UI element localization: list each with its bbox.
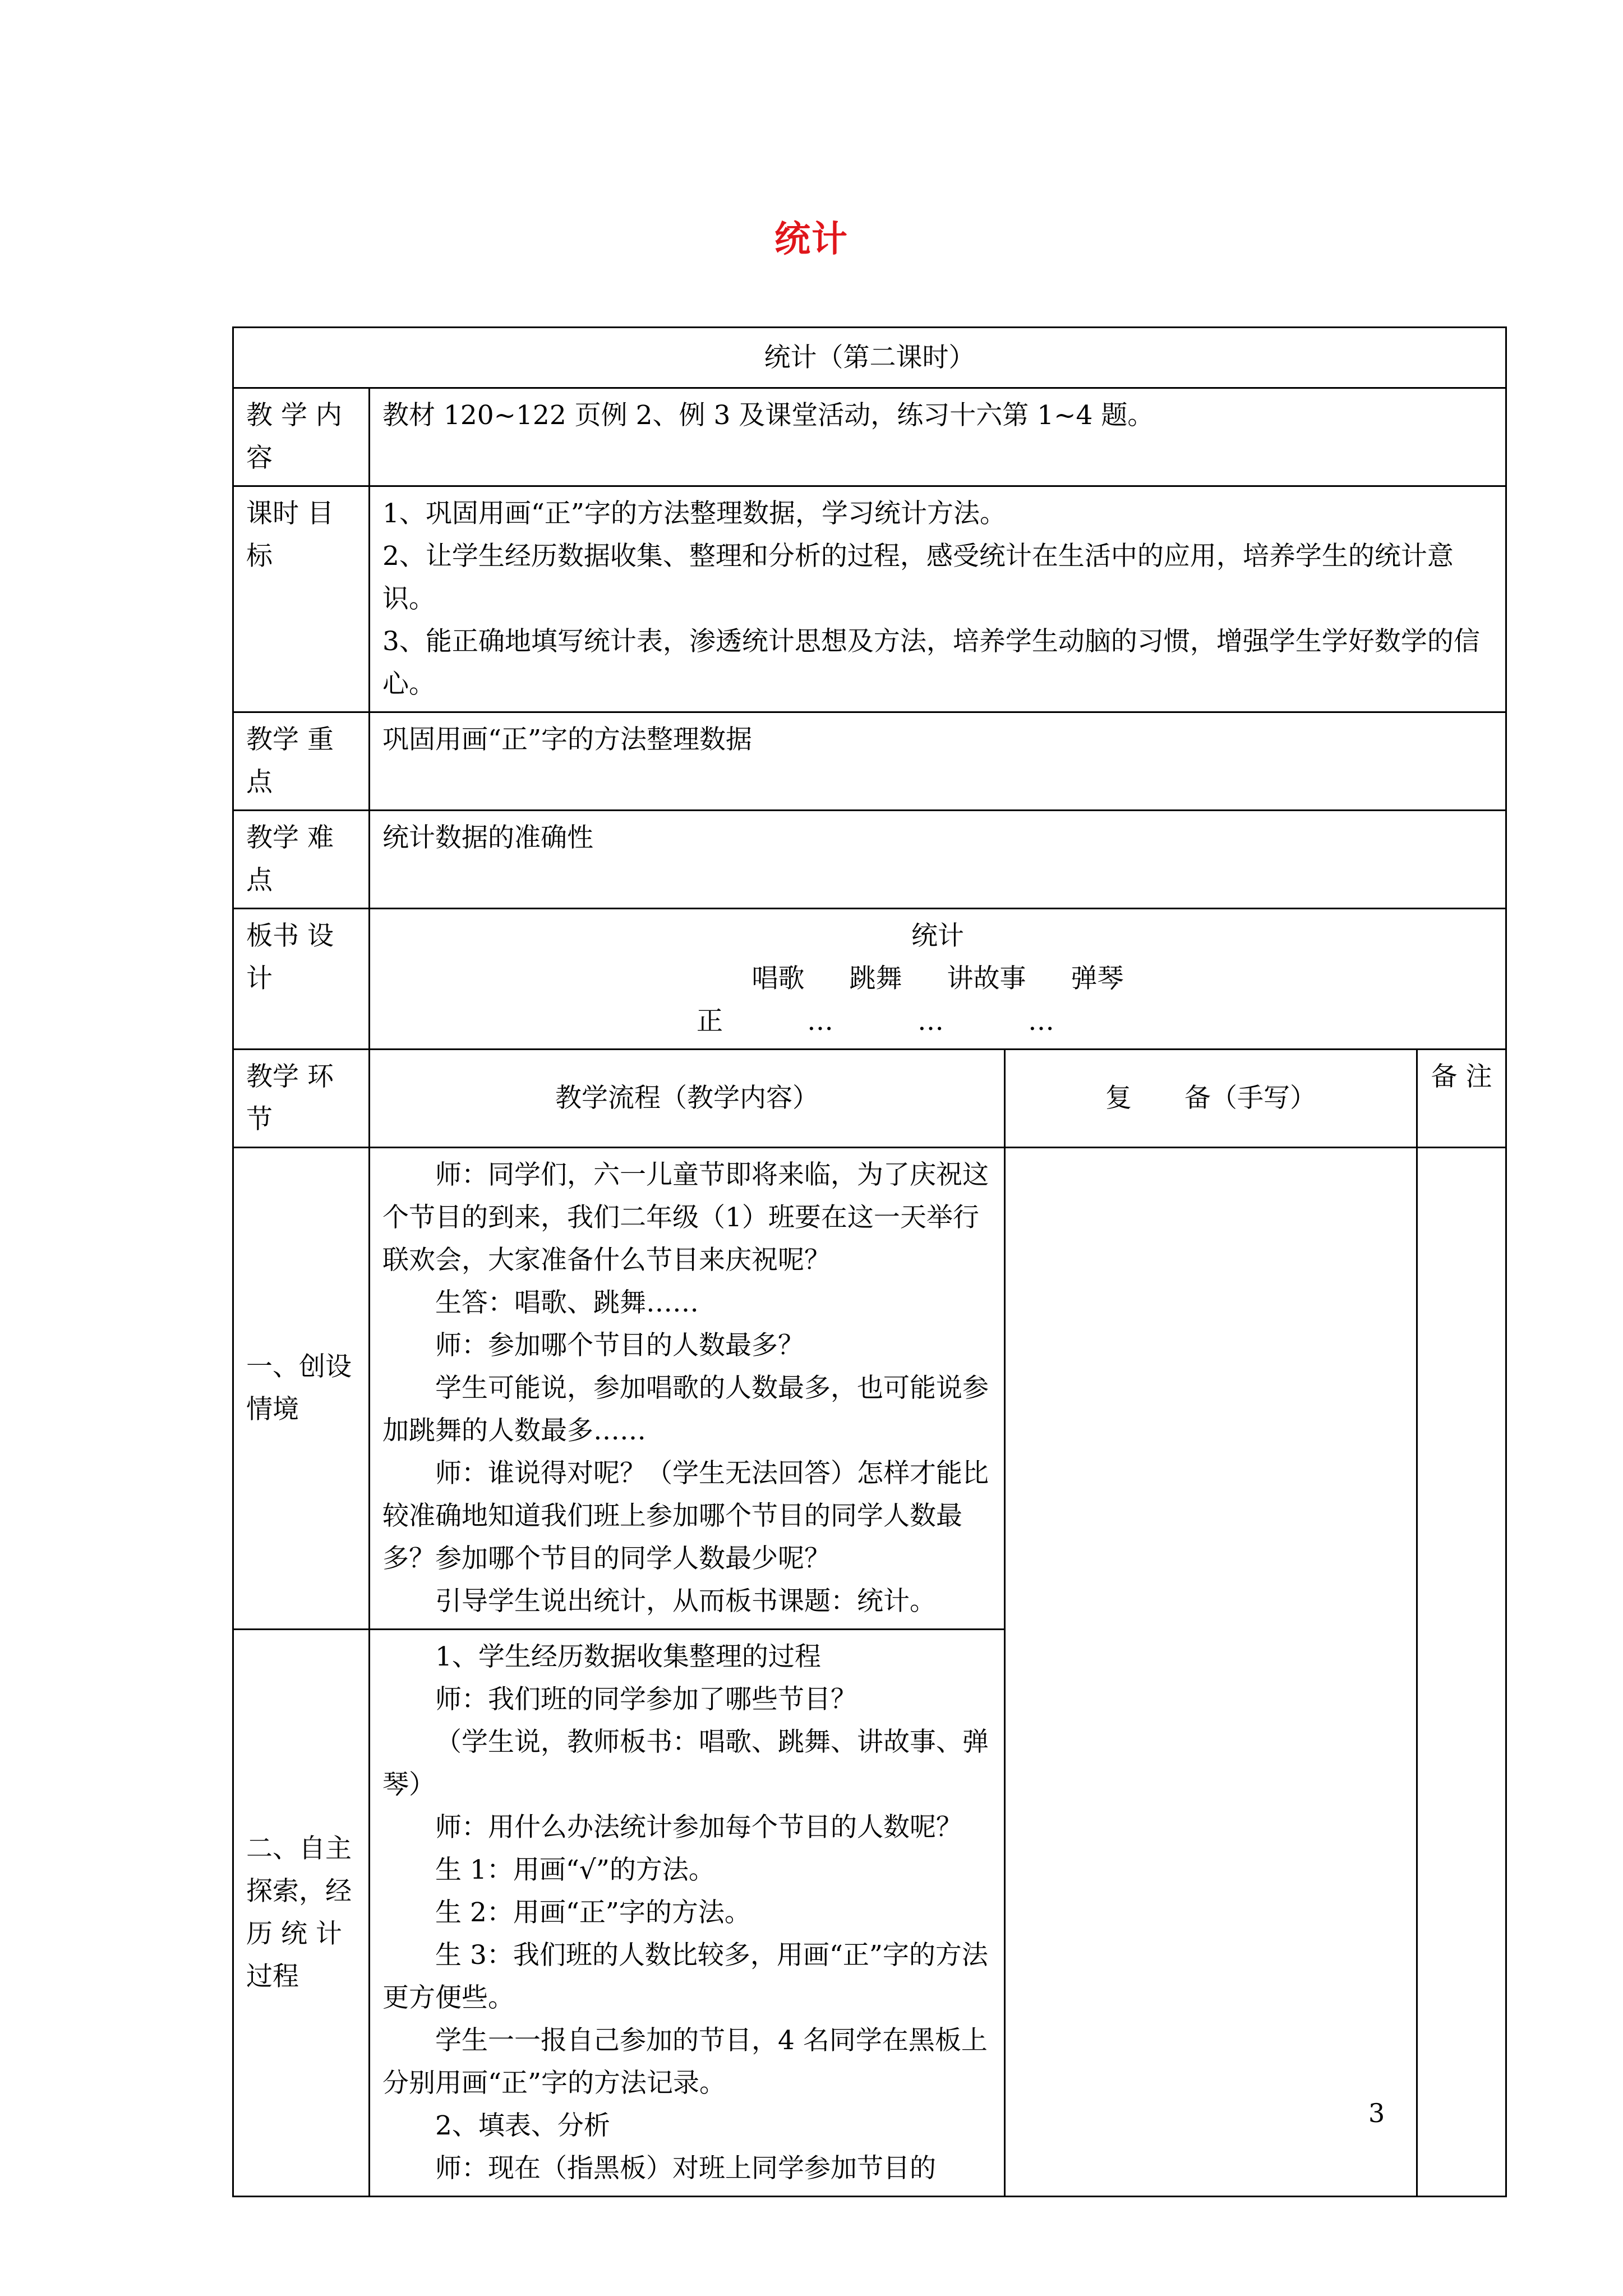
stage-line: 师：谁说得对呢？（学生无法回答）怎样才能比较准确地知道我们班上参加哪个节目的同学人数最多？参加哪个节目的同学人数最少呢？ [382,1458,989,1574]
objective-item: 3、能正确地填写统计表，渗透统计思想及方法，培养学生动脑的习惯，增强学生学好数学的信心。 [382,626,1480,700]
board-columns [382,958,1493,1000]
stage-content [370,1630,1005,2197]
stage-line: 生 2：用画“正”字的方法。 [435,1897,751,1928]
board-column: 讲故事 [947,963,1026,994]
board-label: 板书 设计 [233,909,370,1050]
stage-line: 师：我们班的同学参加了哪些节目？ [435,1684,857,1715]
table-header: 统计（第二课时） [233,328,1506,388]
stage-line: 引导学生说出统计，从而板书课题：统计。 [435,1586,936,1617]
stage-header: 教学 环节 [233,1050,370,1148]
objectives-cell [370,486,1506,712]
stage-line: 学生可能说，参加唱歌的人数最多，也可能说参加跳舞的人数最多…… [382,1373,989,1446]
difficulty-label: 教学 难点 [233,811,370,909]
stage-name: 二、自主 探索，经 历 统 计 过程 [233,1630,370,2197]
stage-line: （学生说，教师板书：唱歌、跳舞、讲故事、弹琴） [382,1727,989,1800]
stage-line: 2、填表、分析 [435,2110,610,2141]
board-mark: … [1028,1006,1054,1037]
document-title: 统计 [774,218,849,260]
stage-line: 师：用什么办法统计参加每个节目的人数呢？ [435,1812,962,1843]
objectives-label: 课时 目标 [233,486,370,712]
board-mark: … [807,1006,833,1037]
board-column: 弹琴 [1071,963,1124,994]
stage-line: 学生一一报自己参加的节目，4 名同学在黑板上分别用画“正”字的方法记录。 [382,2025,988,2099]
board-mark: … [917,1006,944,1037]
notes-cell[interactable] [1417,1148,1506,2197]
focus-text: 巩固用画“正”字的方法整理数据 [370,712,1506,811]
board-design [370,909,1506,1050]
stage-line: 生 3：我们班的人数比较多，用画“正”字的方法更方便些。 [382,1940,988,2013]
lesson-plan-table [232,326,1507,2197]
content-text: 教材 120~122 页例 2、例 3 及课堂活动，练习十六第 1~4 题。 [370,388,1506,486]
board-column: 唱歌 [751,963,805,994]
stage-name: 一、创设 情境 [233,1148,370,1630]
review-cell[interactable] [1005,1148,1417,2197]
board-marks [382,1000,1493,1043]
stage-line: 师：参加哪个节目的人数最多？ [435,1330,804,1361]
stage-line: 生答：唱歌、跳舞…… [435,1287,699,1318]
focus-label: 教学 重点 [233,712,370,811]
review-header: 复 备（手写） [1005,1050,1417,1148]
stage-line: 师：现在（指黑板）对班上同学参加节目的 [435,2153,936,2184]
page-number: 3 [1368,2098,1385,2128]
objective-item: 1、巩固用画“正”字的方法整理数据，学习统计方法。 [382,498,1006,529]
board-title: 统计 [911,921,964,951]
difficulty-text: 统计数据的准确性 [370,811,1506,909]
content-label: 教 学 内 容 [233,388,370,486]
stage-line: 1、学生经历数据收集整理的过程 [435,1641,821,1672]
objective-item: 2、让学生经历数据收集、整理和分析的过程，感受统计在生活中的应用，培养学生的统计意识。 [382,541,1454,614]
stage-line: 生 1：用画“√”的方法。 [435,1855,715,1885]
board-column: 跳舞 [849,963,902,994]
board-mark: 正 [697,1006,723,1037]
stage-line: 师：同学们，六一儿童节即将来临，为了庆祝这个节目的到来，我们二年级（1）班要在这一天举行联欢会，大家准备什么节目来庆祝呢？ [382,1159,989,1276]
stage-content [370,1148,1005,1630]
process-header: 教学流程（教学内容） [370,1050,1005,1148]
notes-header: 备 注 [1417,1050,1506,1148]
